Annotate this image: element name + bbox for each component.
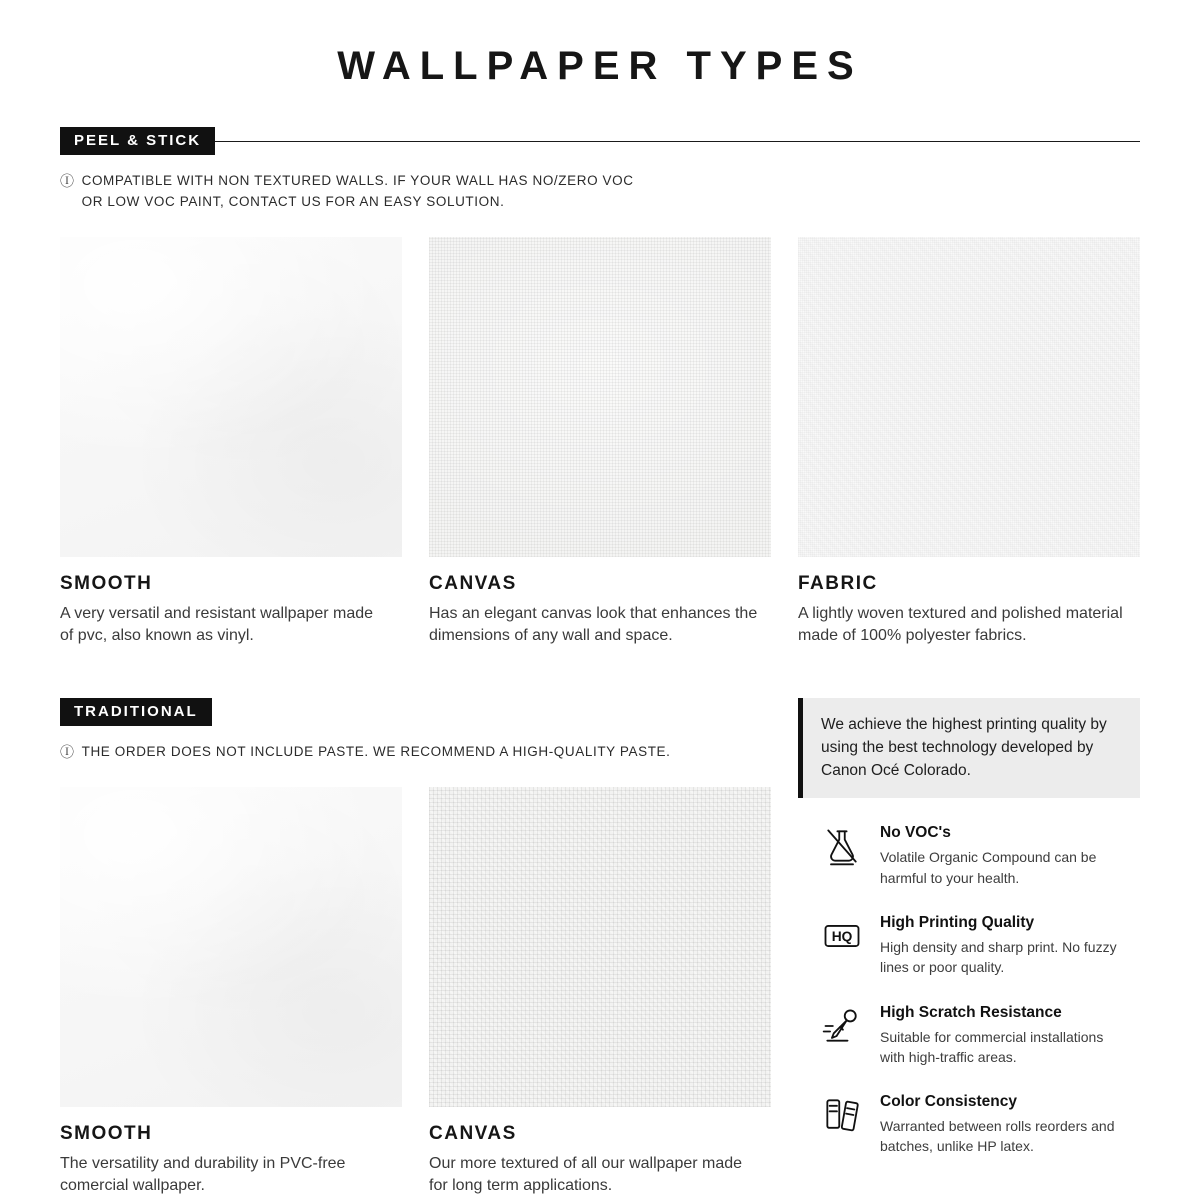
swatch-name: SMOOTH — [60, 1122, 153, 1144]
traditional-swatch-grid — [60, 787, 771, 1198]
swatch-description: The versatility and durability in PVC-free comercial wallpaper. — [60, 1154, 346, 1195]
printing-quality-callout: We achieve the highest printing quality by using the best technology developed by Canon Océ Colorado. — [798, 698, 1140, 799]
swatch-description: A lightly woven textured and polished material made of 100% polyester fabrics. — [798, 604, 1123, 645]
no-voc-icon — [820, 824, 864, 868]
swatch-caption — [60, 573, 402, 648]
swatch-caption — [798, 573, 1140, 648]
header-divider-line-hidden — [212, 711, 771, 712]
feature-title: No VOC's — [880, 824, 951, 842]
swatch-name: CANVAS — [429, 572, 517, 594]
swatch-card — [60, 237, 402, 648]
swatch-caption — [60, 1123, 402, 1198]
peel-stick-note — [60, 171, 1140, 213]
section-traditional — [60, 698, 1140, 1198]
peel-stick-swatch-grid — [60, 237, 1140, 648]
swatch-description: Has an elegant canvas look that enhances the dimensions of any wall and space. — [429, 604, 758, 645]
smooth-texture-swatch — [60, 787, 402, 1107]
feature-description: High density and sharp print. No fuzzy lines or poor quality. — [880, 938, 1117, 976]
fabric-texture-swatch — [798, 237, 1140, 557]
section-traditional-header — [60, 698, 771, 726]
swatch-card — [429, 237, 771, 648]
traditional-left-column — [60, 698, 771, 1198]
feature-description: Suitable for commercial installations with high-traffic areas. — [880, 1028, 1104, 1065]
peel-stick-badge: PEEL & STICK — [60, 127, 215, 155]
section-peel-stick — [60, 127, 1140, 648]
info-icon: Ⓘ — [60, 173, 75, 189]
swatch-description: A very versatil and resistant wallpaper made of pvc, also known as vinyl. — [60, 604, 374, 645]
swatch-card — [798, 237, 1140, 648]
feature-description: Volatile Organic Compound can be harmful to your health. — [880, 849, 1097, 886]
peel-stick-note-text: COMPATIBLE WITH NON TEXTURED WALLS. IF YOUR WALL HAS NO/ZERO VOC OR LOW VOC PAINT, CONTACT US FOR AN EASY SOLUTION. — [81, 173, 634, 209]
traditional-badge: TRADITIONAL — [60, 698, 212, 726]
swatch-caption — [429, 573, 771, 648]
feature-text — [880, 914, 1130, 978]
feature-text — [880, 824, 1130, 888]
svg-text:HQ: HQ — [831, 929, 853, 945]
page-title: WALLPAPER TYPES — [337, 44, 863, 88]
swatch-description: Our more textured of all our wallpaper made for long term applications. — [429, 1154, 743, 1195]
info-icon: Ⓘ — [60, 743, 75, 760]
swatch-name: SMOOTH — [60, 572, 153, 594]
smooth-texture-swatch — [60, 237, 402, 557]
hq-icon — [820, 914, 864, 958]
header-divider-line — [215, 141, 1140, 142]
canvas-texture-swatch — [429, 787, 771, 1107]
section-peel-stick-header — [60, 127, 1140, 155]
swatch-card — [429, 787, 771, 1198]
swatch-name: FABRIC — [798, 572, 878, 594]
scratch-resistance-icon — [820, 1004, 864, 1048]
traditional-note-text: THE ORDER DOES NOT INCLUDE PASTE. WE RECOMMEND A HIGH-QUALITY PASTE. — [81, 743, 671, 759]
color-consistency-icon — [820, 1093, 864, 1137]
swatch-caption — [429, 1123, 771, 1198]
feature-text — [880, 1093, 1130, 1157]
feature-text — [880, 1004, 1130, 1068]
feature-title: High Printing Quality — [880, 913, 1035, 931]
swatch-card — [60, 787, 402, 1198]
feature-color-consistency — [820, 1093, 1140, 1157]
feature-scratch-resistance — [820, 1004, 1140, 1068]
traditional-note — [60, 742, 771, 763]
feature-list — [798, 824, 1140, 1156]
feature-title: Color Consistency — [880, 1093, 1017, 1111]
feature-description: Warranted between rolls reorders and batches, unlike HP latex. — [880, 1118, 1115, 1155]
swatch-name: CANVAS — [429, 1122, 517, 1144]
quality-sidebar — [798, 698, 1140, 1198]
feature-no-voc — [820, 824, 1140, 888]
feature-title: High Scratch Resistance — [880, 1003, 1062, 1021]
canvas-texture-swatch — [429, 237, 771, 557]
feature-high-printing-quality — [820, 914, 1140, 978]
